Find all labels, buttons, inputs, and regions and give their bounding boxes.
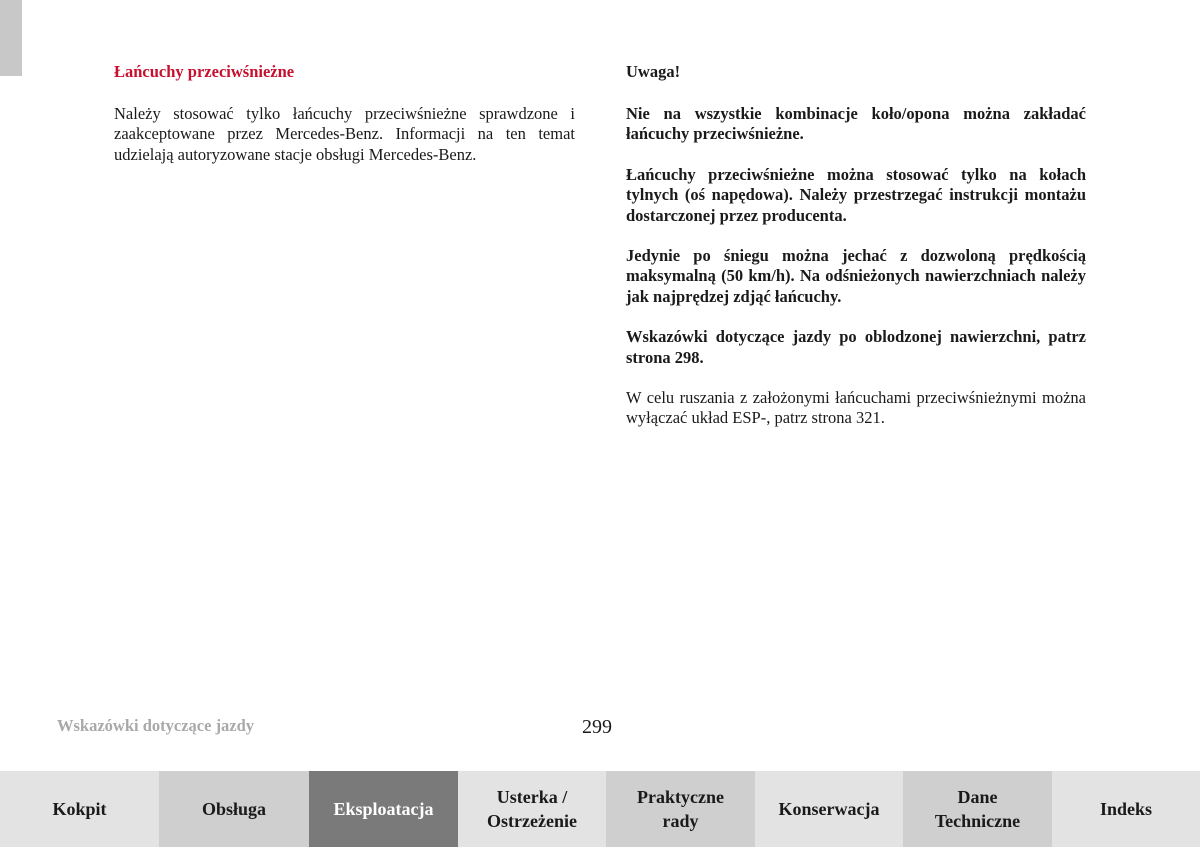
nav-tab-indeks[interactable] (1052, 771, 1200, 847)
section-title: Łańcuchy przeciwśnieżne (114, 62, 295, 81)
nav-tab-label: Konserwacja (778, 799, 880, 819)
warning-paragraph-2: Łańcuchy przeciwśnieżne można stosować tylko na kołach tylnych (oś napędowa). Należy przestrzegać instrukcji montażu dostarczonej przez producenta. (626, 164, 1086, 225)
warning-paragraph-3: Jedynie po śniegu można jechać z dozwoloną prędkością maksymalną (50 km/h). Na odśnieżonych nawierzchniach należy jak najprędzej zdjąć łańcuchy. (626, 246, 1086, 306)
nav-tab-dane-techniczne[interactable] (903, 771, 1052, 847)
nav-tab-label-line2: Techniczne (934, 811, 1021, 831)
left-column (114, 60, 575, 185)
nav-tab-label: Kokpit (52, 799, 107, 819)
nav-tab-label-line1: Dane (957, 787, 998, 807)
warning-heading: Uwaga! (626, 62, 681, 81)
corner-tab-marker (0, 0, 22, 76)
right-column (626, 60, 1086, 449)
warning-paragraph-4: Wskazówki dotyczące jazdy po oblodzonej nawierzchni, patrz strona 298. (626, 327, 1086, 367)
bottom-navigation (0, 771, 1200, 847)
right-paragraph: W celu ruszania z założonymi łańcuchami przeciwśnieżnymi można wyłączać układ ESP-, patrz strona 321. (626, 388, 1086, 428)
nav-tab-label-line2: Ostrzeżenie (487, 811, 577, 831)
nav-tab-label-line2: rady (662, 811, 699, 831)
nav-tab-obsluga[interactable] (159, 771, 309, 847)
nav-tab-label-line1: Usterka / (496, 787, 568, 807)
nav-tab-eksploatacja[interactable] (309, 771, 458, 847)
nav-tab-kokpit[interactable] (0, 771, 159, 847)
nav-tab-label: Obsługa (201, 799, 267, 819)
nav-tab-usterka[interactable] (458, 771, 606, 847)
nav-tab-label-line1: Praktyczne (637, 787, 724, 807)
nav-tab-label: Indeks (1099, 799, 1153, 819)
left-paragraph: Należy stosować tylko łańcuchy przeciwśnieżne sprawdzone i zaakceptowane przez Mercedes-Benz. Informacji na ten temat udzielają autoryzowane stacje obsługi Mercedes-Benz. (114, 104, 575, 164)
footer-section-title: Wskazówki dotyczące jazdy (57, 716, 255, 735)
nav-tab-label: Eksploatacja (333, 799, 434, 819)
page-number: 299 (582, 716, 612, 738)
nav-tab-konserwacja[interactable] (755, 771, 903, 847)
nav-tab-praktyczne-rady[interactable] (606, 771, 755, 847)
warning-paragraph-1: Nie na wszystkie kombinacje koło/opona można zakładać łańcuchy przeciwśnieżne. (626, 104, 1086, 144)
